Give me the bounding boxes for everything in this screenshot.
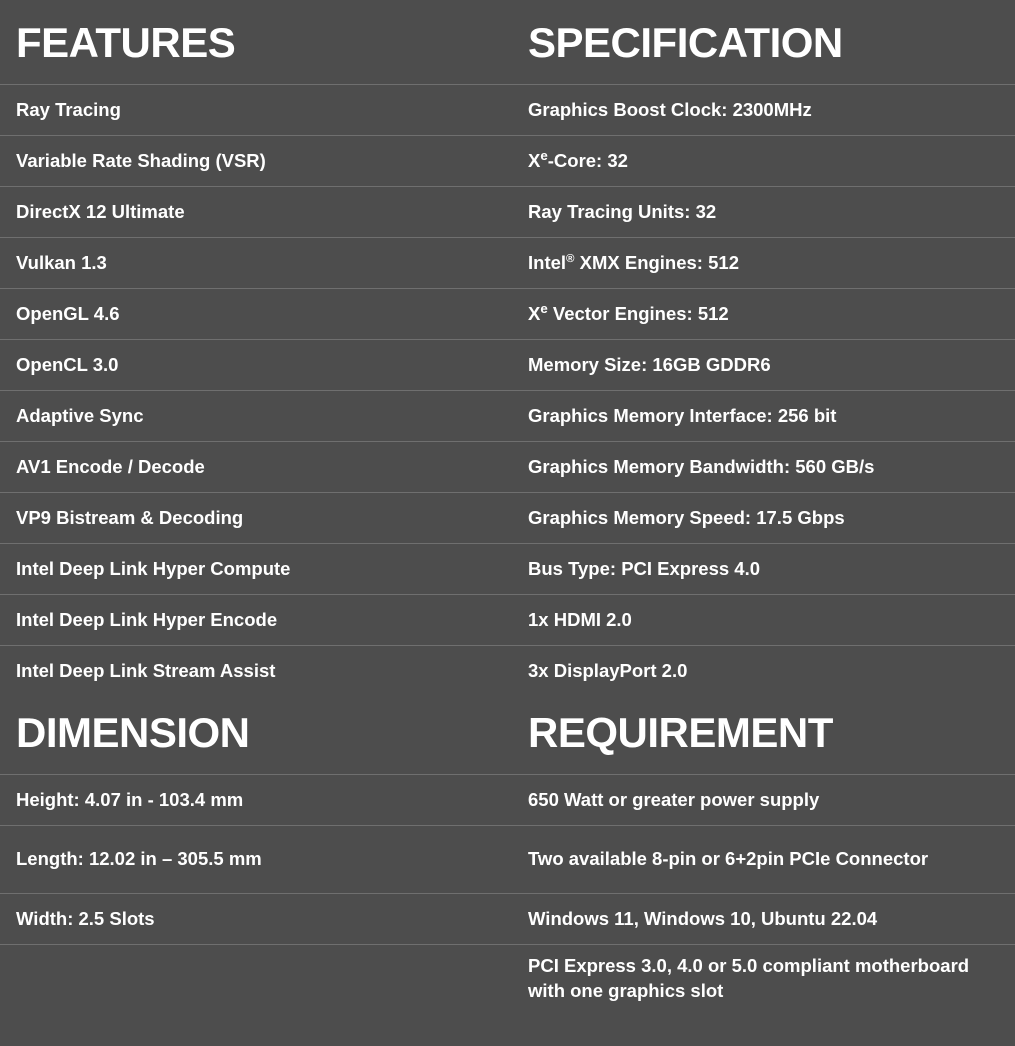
specification-item-9: Bus Type: PCI Express 4.0 [528,557,761,579]
requirement-item-2: Windows 11, Windows 10, Ubuntu 22.04 [528,907,878,929]
specification-row [512,390,1015,441]
features-row [0,594,512,645]
specification-item-11: 3x DisplayPort 2.0 [528,659,688,681]
features-item-1: Variable Rate Shading (VSR) [16,149,266,171]
dimension-row [0,774,512,825]
dimension-item-2: Width: 2.5 Slots [16,907,155,929]
specification-item-8: Graphics Memory Speed: 17.5 Gbps [528,506,845,528]
dimension-heading: DIMENSION [0,696,512,774]
specification-row [512,492,1015,543]
specification-row [512,594,1015,645]
features-item-3: Vulkan 1.3 [16,251,107,273]
specification-row [512,441,1015,492]
specification-heading: SPECIFICATION [512,0,1015,84]
requirement-row [512,825,1015,893]
dimension-row [0,825,512,893]
specification-row [512,645,1015,696]
requirement-item-0: 650 Watt or greater power supply [528,788,820,810]
specification-item-6: Graphics Memory Interface: 256 bit [528,404,837,426]
requirement-heading: REQUIREMENT [512,696,1015,774]
features-row [0,237,512,288]
features-row [0,645,512,696]
features-column [0,0,512,696]
specification-column [512,0,1015,696]
specification-row [512,288,1015,339]
dimension-item-1: Length: 12.02 in – 305.5 mm [16,848,262,870]
features-row [0,441,512,492]
features-row [0,84,512,135]
specification-item-4: Xe Vector Engines: 512 [528,300,729,324]
features-row [0,390,512,441]
features-row [0,288,512,339]
specification-item-0: Graphics Boost Clock: 2300MHz [528,98,812,120]
requirement-item-1: Two available 8-pin or 6+2pin PCIe Connector [528,848,929,870]
requirement-column [512,696,1015,1012]
requirement-row [512,944,1015,1012]
features-row [0,186,512,237]
features-item-0: Ray Tracing [16,98,121,120]
features-item-2: DirectX 12 Ultimate [16,200,185,222]
features-item-7: AV1 Encode / Decode [16,455,205,477]
features-row [0,135,512,186]
specification-row [512,543,1015,594]
dimension-item-empty [16,966,21,991]
dimension-column [0,696,512,1012]
dimension-row-empty [0,944,512,1012]
specification-row [512,186,1015,237]
dimension-item-0: Height: 4.07 in - 103.4 mm [16,788,244,810]
bottom-spacer [0,1012,1015,1046]
features-item-11: Intel Deep Link Stream Assist [16,659,276,681]
features-row [0,492,512,543]
features-item-6: Adaptive Sync [16,404,144,426]
specification-row [512,339,1015,390]
specification-item-7: Graphics Memory Bandwidth: 560 GB/s [528,455,875,477]
dimension-row [0,893,512,944]
specification-item-1: Xe-Core: 32 [528,147,628,171]
features-heading: FEATURES [0,0,512,84]
requirement-row [512,893,1015,944]
specification-item-10: 1x HDMI 2.0 [528,608,632,630]
requirement-item-3: PCI Express 3.0, 4.0 or 5.0 compliant motherboard with one graphics slot [528,954,970,1001]
features-item-9: Intel Deep Link Hyper Compute [16,557,291,579]
specification-row [512,237,1015,288]
features-row [0,543,512,594]
specification-item-5: Memory Size: 16GB GDDR6 [528,353,771,375]
requirement-row [512,774,1015,825]
features-item-4: OpenGL 4.6 [16,302,120,324]
features-item-8: VP9 Bistream & Decoding [16,506,244,528]
specification-row [512,135,1015,186]
specification-item-3: Intel® XMX Engines: 512 [528,251,739,273]
features-item-5: OpenCL 3.0 [16,353,119,375]
features-row [0,339,512,390]
specification-row [512,84,1015,135]
specification-item-2: Ray Tracing Units: 32 [528,200,717,222]
features-item-10: Intel Deep Link Hyper Encode [16,608,278,630]
bottom-grid [0,696,1015,1012]
